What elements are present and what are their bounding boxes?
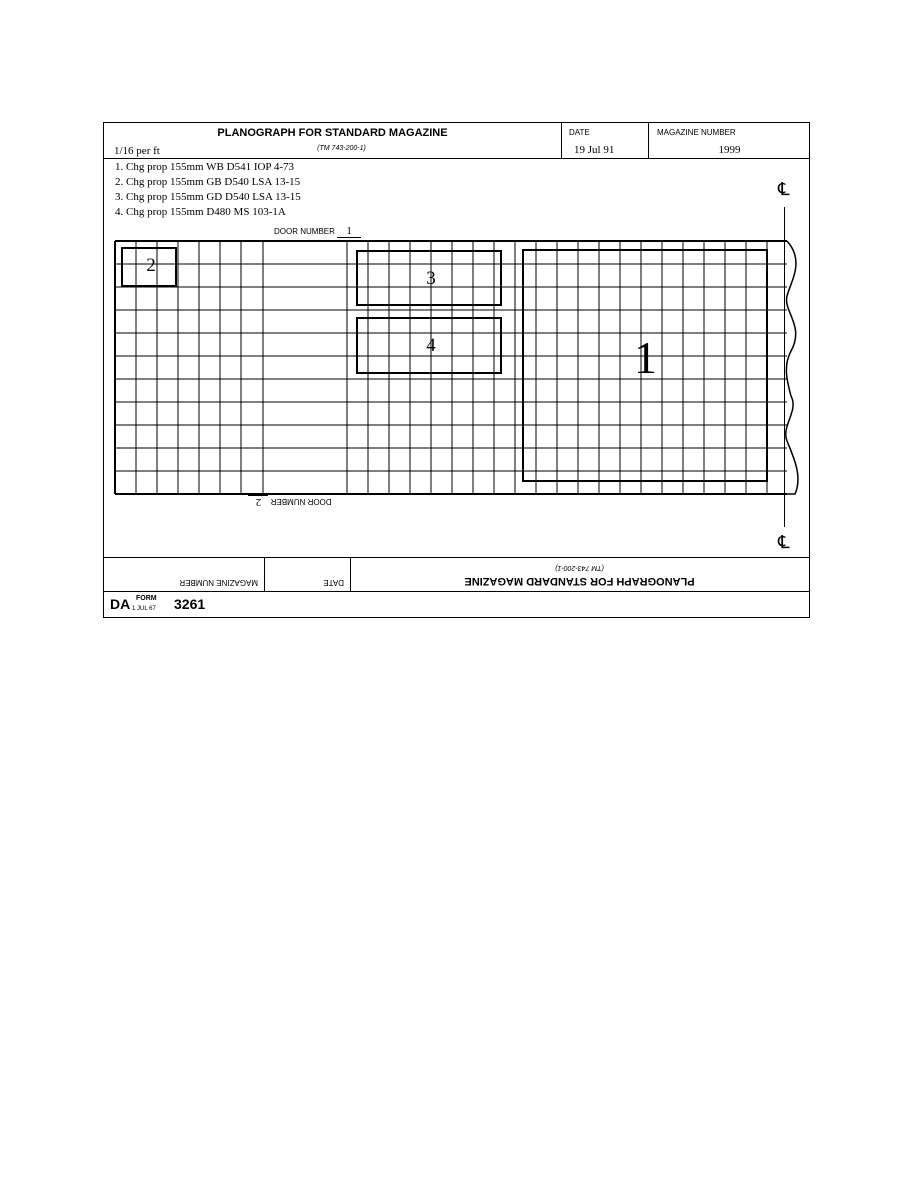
magazine-number-label: MAGAZINE NUMBER (657, 128, 736, 137)
door-number-top-value[interactable]: 1 (337, 225, 361, 238)
scale-value: 1/16 per ft (114, 145, 160, 157)
storage-box-2-label: 2 (146, 255, 156, 276)
magazine-grid (115, 241, 795, 494)
footer-bottom-rule (104, 591, 809, 592)
planograph-form (103, 122, 810, 618)
note-item: 4. Chg prop 155mm D480 MS 103-1A (115, 206, 286, 218)
date-field[interactable]: 19 Jul 91 (574, 144, 615, 156)
header-bottom-rule (104, 158, 809, 159)
footer-date-label: DATE (323, 578, 344, 587)
form-title: PLANOGRAPH FOR STANDARD MAGAZINE (217, 127, 448, 139)
door-number-bottom-value[interactable]: 2 (248, 495, 268, 508)
form-number: 3261 (174, 596, 206, 612)
footer-date-cell (264, 559, 350, 589)
footer-title-cell (350, 559, 809, 589)
notes-list (115, 160, 301, 220)
door-number-bottom-label: DOOR NUMBER (270, 497, 332, 506)
note-item: 3. Chg prop 155mm GD D540 LSA 13-15 (115, 191, 301, 203)
tm-reference: (TM 743-200-1) (317, 145, 366, 152)
door-number-bottom (240, 495, 340, 508)
date-label: DATE (569, 128, 590, 137)
storage-box-3-label: 3 (426, 268, 436, 289)
storage-box-3[interactable] (356, 250, 502, 306)
storage-box-1-label: 1 (634, 332, 657, 383)
footer-magazine-label: MAGAZINE NUMBER (179, 578, 258, 587)
form-word: FORM (136, 595, 157, 602)
footer-reference: (TM 743-200-1) (555, 564, 604, 571)
magazine-number-field[interactable]: 1999 (718, 144, 741, 156)
form-prefix: DA (110, 596, 131, 612)
centerline-top-icon: ℄ (778, 179, 790, 199)
storage-box-2[interactable] (121, 247, 177, 287)
door-number-top (274, 225, 361, 238)
form-edition: 1 JUL 67 (132, 606, 156, 612)
storage-box-1[interactable] (522, 249, 768, 482)
door-number-top-label: DOOR NUMBER (274, 227, 335, 236)
note-item: 2. Chg prop 155mm GB D540 LSA 13-15 (115, 176, 301, 188)
footer-top-rule (104, 557, 809, 558)
storage-box-4-label: 4 (426, 335, 436, 356)
header-divider-1 (561, 123, 562, 159)
footer-title: PLANOGRAPH FOR STANDARD MAGAZINE (464, 575, 695, 587)
centerline-bottom-icon: ℄ (778, 532, 790, 552)
storage-box-4[interactable] (356, 317, 502, 374)
note-item: 1. Chg prop 155mm WB D541 IOP 4-73 (115, 161, 295, 173)
footer-magazine-cell (104, 559, 264, 589)
